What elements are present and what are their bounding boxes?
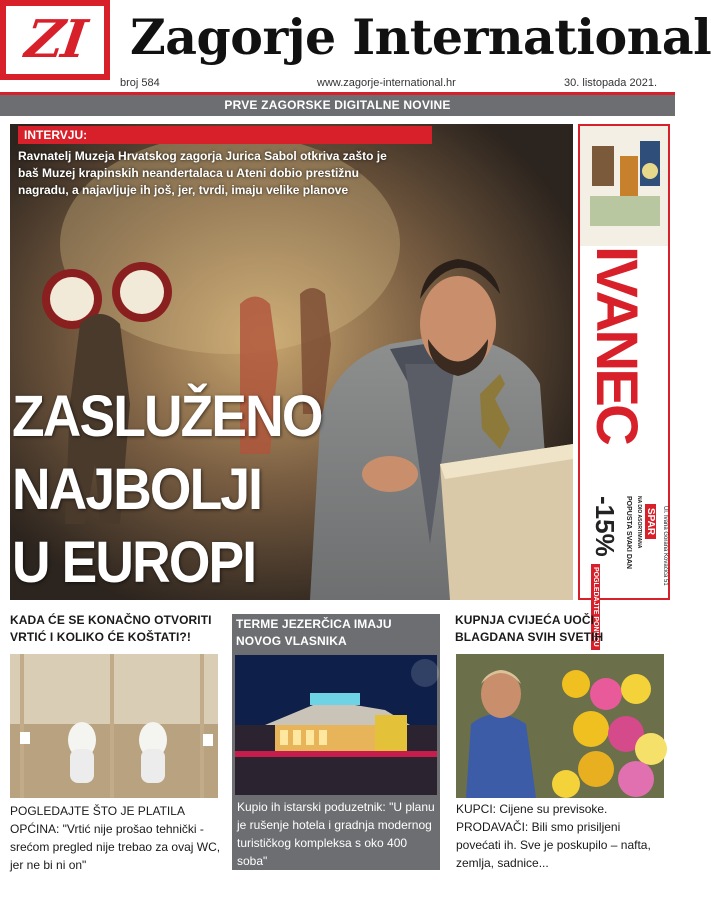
tagline: PRVE ZAGORSKE DIGITALNE NOVINE	[0, 95, 675, 116]
hero-story[interactable]	[10, 124, 573, 600]
logo-inner	[6, 6, 104, 74]
issue-date: 30. listopada 2021.	[564, 77, 657, 89]
story-terme-summary: Kupio ih istarski poduzetnik: "U planu je rušenje hotela i gradnja modernog turističkog kompleksa s oko 400 soba"	[237, 800, 435, 868]
headline-line: U EUROPI	[12, 530, 256, 595]
headline-line: NAJBOLJI	[12, 457, 262, 522]
ad-photo	[580, 126, 668, 246]
story-flowers-summary: KUPCI: Cijene su previsoke. PRODAVAČI: Bili smo prisiljeni povećati ih. Sve je poskupilo – nafta, zemlja, sadnice...	[456, 802, 651, 870]
headline-line: ZASLUŽENO	[12, 384, 322, 449]
ad-brand: IVANEC	[584, 246, 649, 443]
spar-logo: SPAR	[645, 504, 656, 539]
ad-discount-note: NA DIO ASORTIMANA	[636, 496, 642, 549]
story-kindergarten-summary: POGLEDAJTE ŠTO JE PLATILA OPĆINA: "Vrtić nije prošao tehnički - srećom pregled nije trebao za ovaj WC, jer ne bi ni on"	[10, 804, 221, 872]
hero-lead: Ravnatelj Muzeja Hrvatskog zagorja Jurica Sabol otkriva zašto je baš Muzej krapinskih neandertalaca u Ateni dobio prestižnu nagradu, a najavljuje ih još, jer, tvrdi, imaju velike planove	[18, 149, 387, 197]
hero-headline[interactable]	[12, 380, 343, 599]
story-heading: TERME JEZERČICA IMAJU NOVOG VLASNIKA	[236, 617, 392, 648]
story-flowers-photo	[456, 654, 664, 798]
ad-discount: -15%	[590, 496, 620, 557]
story-terme-photo	[235, 655, 437, 795]
spar-ivanec-ad[interactable]	[578, 124, 670, 647]
story-heading: KADA ĆE SE KONAČNO OTVORITI VRTIĆ I KOLIKO ĆE KOŠTATI?!	[10, 613, 212, 644]
logo[interactable]	[0, 0, 110, 80]
ad-cta-button[interactable]: POGLEDAJTE PONUDU	[591, 564, 600, 650]
issue-number: broj 584	[120, 77, 160, 89]
ad-address: Ul. Ivana Gorana Kovačića 51	[662, 506, 668, 586]
ad-discount-sub: POPUSTA SVAKI DAN	[625, 496, 632, 569]
story-kindergarten[interactable]	[10, 612, 220, 646]
interview-tag: INTERVJU:	[18, 126, 432, 144]
logo-text: ZI	[21, 9, 89, 70]
story-heading: KUPNJA CVIJEĆA UOČI BLAGDANA SVIH SVETIH	[455, 613, 604, 644]
story-kindergarten-photo	[10, 654, 218, 798]
story-flowers[interactable]	[455, 612, 665, 646]
issue-meta-bar	[112, 76, 675, 92]
website-link[interactable]: www.zagorje-international.hr	[317, 77, 456, 89]
newspaper-title: Zagorje International	[130, 8, 711, 66]
